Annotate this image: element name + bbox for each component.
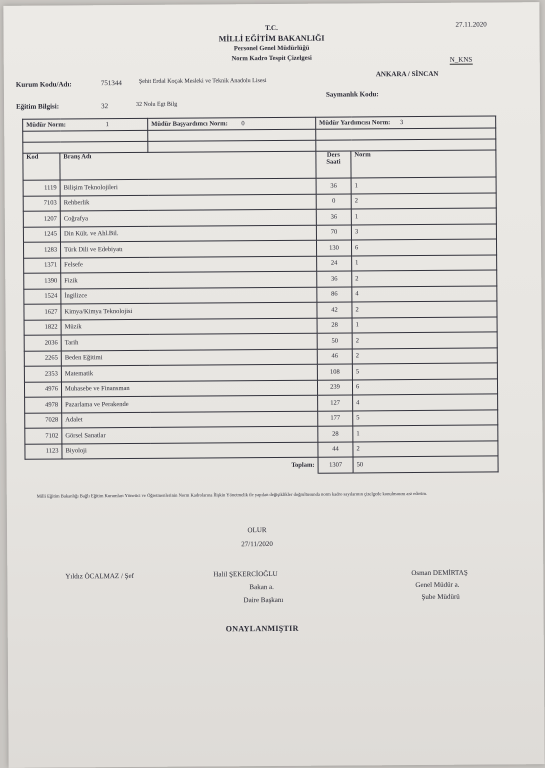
total-row bbox=[25, 456, 498, 475]
row-ders: 127 bbox=[318, 395, 353, 411]
row-norm: 2 bbox=[351, 192, 496, 209]
saymanlik-label: Saymanlık Kodu: bbox=[325, 90, 379, 99]
row-kod: 2353 bbox=[24, 366, 61, 382]
row-norm: 2 bbox=[352, 347, 497, 364]
yard-norm-value: 3 bbox=[399, 119, 404, 127]
row-ders: 28 bbox=[317, 317, 352, 333]
row-kod: 7028 bbox=[25, 412, 62, 428]
row-norm: 2 bbox=[353, 440, 498, 457]
header-tc: T.C. bbox=[265, 23, 278, 33]
row-norm: 1 bbox=[351, 208, 496, 225]
row-brans: Beden Eğitimi bbox=[61, 349, 317, 366]
column-header-row bbox=[23, 150, 496, 180]
row-brans: Biyoloji bbox=[62, 442, 318, 459]
signature-center-title2: Daire Başkanı bbox=[243, 595, 284, 605]
row-brans: Matematik bbox=[61, 364, 317, 381]
row-norm: 1 bbox=[353, 425, 498, 442]
row-kod: 4978 bbox=[25, 397, 62, 413]
row-brans: Rehberlik bbox=[60, 194, 316, 211]
row-norm: 2 bbox=[352, 301, 497, 318]
mudur-norm-label: Müdür Norm: bbox=[26, 121, 66, 129]
signature-center-name: Halil ŞEKERCİOĞLU bbox=[213, 569, 278, 579]
footnote: Milli Eğitim Bakanlığı Bağlı Eğitim Kurumları Yönetici ve Öğretmenlerinin Norm Kadrolarına İlişkin Yönetmelik ile yapılan değişiklikler doğrultusunda norm kadro sayılarının çizelgede konulmasını arz ederim. bbox=[36, 490, 428, 499]
row-norm: 4 bbox=[353, 394, 498, 411]
row-norm: 2 bbox=[352, 332, 497, 349]
yard-norm-label: Müdür Yardımcısı Norm: bbox=[319, 119, 391, 127]
total-ders: 1307 bbox=[318, 457, 353, 473]
row-kod: 1524 bbox=[24, 288, 61, 304]
row-ders: 44 bbox=[318, 441, 353, 457]
row-ders: 108 bbox=[317, 364, 352, 380]
row-brans: Din Kült. ve Ahl.Bil. bbox=[60, 225, 316, 242]
row-brans: Kimya/Kimya Teknolojisi bbox=[61, 302, 317, 319]
row-ders: 70 bbox=[316, 224, 351, 240]
row-ders: 36 bbox=[316, 178, 351, 194]
institution-location: ANKARA / SİNCAN bbox=[375, 69, 439, 79]
institution-name: Şehit Erdal Koçak Mesleki ve Teknik Anadolu Lisesi bbox=[138, 78, 267, 85]
row-kod: 1822 bbox=[24, 319, 61, 335]
row-ders: 36 bbox=[317, 271, 352, 287]
approval-olur: OLUR bbox=[247, 526, 267, 535]
bas-norm-label: Müdür Başyardımcı Norm: bbox=[151, 120, 228, 128]
signature-center-title1: Bakan a. bbox=[249, 583, 274, 592]
row-brans: Müzik bbox=[61, 318, 317, 335]
row-kod: 4976 bbox=[24, 381, 61, 397]
row-norm: 5 bbox=[352, 363, 497, 380]
education-label: Eğitim Bilgisi: bbox=[16, 102, 60, 111]
col-norm: Norm bbox=[351, 150, 496, 178]
header-ministry: MİLLİ EĞİTİM BAKANLIĞI bbox=[218, 33, 325, 44]
row-kod: 1245 bbox=[23, 226, 60, 242]
row-kod: 7103 bbox=[23, 195, 60, 211]
row-norm: 3 bbox=[351, 223, 496, 240]
mudur-norm-cell bbox=[23, 118, 148, 131]
signature-right-title1: Genel Müdür a. bbox=[415, 580, 460, 590]
row-ders: 130 bbox=[316, 240, 351, 256]
header-directorate: Personel Genel Müdürlüğü bbox=[233, 44, 310, 53]
row-kod: 1119 bbox=[23, 180, 60, 196]
row-ders: 36 bbox=[316, 209, 351, 225]
row-kod: 2036 bbox=[24, 335, 61, 351]
signature-left-name: Yıldız ÖCALMAZ / Şef bbox=[65, 571, 134, 581]
row-kod: 1207 bbox=[23, 211, 60, 227]
row-brans: Tarih bbox=[61, 333, 317, 350]
total-norm: 50 bbox=[353, 456, 498, 473]
row-brans: Muhasebe ve Finansman bbox=[61, 380, 317, 397]
header-doc-title: Norm Kadro Tespit Çizelgesi bbox=[231, 54, 312, 63]
row-brans: Görsel Sanatlar bbox=[62, 426, 318, 443]
row-norm: 1 bbox=[351, 177, 496, 194]
row-ders: 24 bbox=[317, 255, 352, 271]
row-brans: Türk Dili ve Edebiyatı bbox=[60, 240, 316, 257]
col-kod: Kod bbox=[23, 153, 60, 180]
table-body bbox=[23, 177, 498, 459]
row-norm: 4 bbox=[352, 285, 497, 302]
row-norm: 6 bbox=[351, 239, 496, 256]
row-brans: İngilizce bbox=[61, 287, 317, 304]
row-kod: 1283 bbox=[23, 242, 60, 258]
row-kod: 7102 bbox=[25, 428, 62, 444]
row-kod: 1123 bbox=[25, 443, 62, 459]
approval-date: 27/11/2020 bbox=[241, 540, 273, 549]
row-brans: Fizik bbox=[61, 271, 317, 288]
norm-table bbox=[22, 115, 498, 475]
institution-code: 751344 bbox=[100, 79, 122, 88]
row-norm: 6 bbox=[352, 378, 497, 395]
signature-right-name: Osman DEMİRTAŞ bbox=[411, 568, 468, 578]
institution-code-label: Kurum Kodu/Adı: bbox=[15, 80, 72, 89]
education-desc: 32 Nolu Egt Bilg bbox=[136, 101, 178, 108]
row-brans: Pazarlama ve Perakende bbox=[62, 395, 318, 412]
row-ders: 28 bbox=[318, 426, 353, 442]
col-ders: Ders Saati bbox=[316, 151, 351, 178]
row-kod: 1390 bbox=[24, 273, 61, 289]
row-ders: 177 bbox=[318, 410, 353, 426]
row-norm: 1 bbox=[352, 316, 497, 333]
row-ders: 46 bbox=[317, 348, 352, 364]
row-brans: Bilişim Teknolojileri bbox=[60, 178, 316, 195]
mudur-norm-value: 1 bbox=[105, 121, 109, 129]
row-brans: Adalet bbox=[62, 411, 318, 428]
bas-norm-value: 0 bbox=[241, 120, 245, 128]
row-brans: Coğrafya bbox=[60, 209, 316, 226]
row-norm: 5 bbox=[353, 409, 498, 426]
header-stamp: N_KNS bbox=[449, 55, 473, 64]
row-norm: 1 bbox=[352, 254, 497, 271]
row-ders: 42 bbox=[317, 302, 352, 318]
row-ders: 86 bbox=[317, 286, 352, 302]
education-value: 32 bbox=[101, 102, 109, 111]
total-label: Toplam: bbox=[25, 457, 318, 475]
row-ders: 0 bbox=[316, 193, 351, 209]
header-date: 27.11.2020 bbox=[455, 20, 487, 29]
signature-right-title2: Şube Müdürü bbox=[421, 592, 460, 601]
row-kod: 1627 bbox=[24, 304, 61, 320]
row-ders: 50 bbox=[317, 333, 352, 349]
row-brans: Felsefe bbox=[61, 256, 317, 273]
approval-status: ONAYLANMIŞTIR bbox=[225, 623, 299, 634]
row-ders: 239 bbox=[317, 379, 352, 395]
row-kod: 2265 bbox=[24, 350, 61, 366]
row-kod: 1371 bbox=[24, 257, 61, 273]
row-norm: 2 bbox=[352, 270, 497, 287]
document-page bbox=[3, 2, 544, 768]
col-brans: Branş Adı bbox=[60, 151, 316, 180]
